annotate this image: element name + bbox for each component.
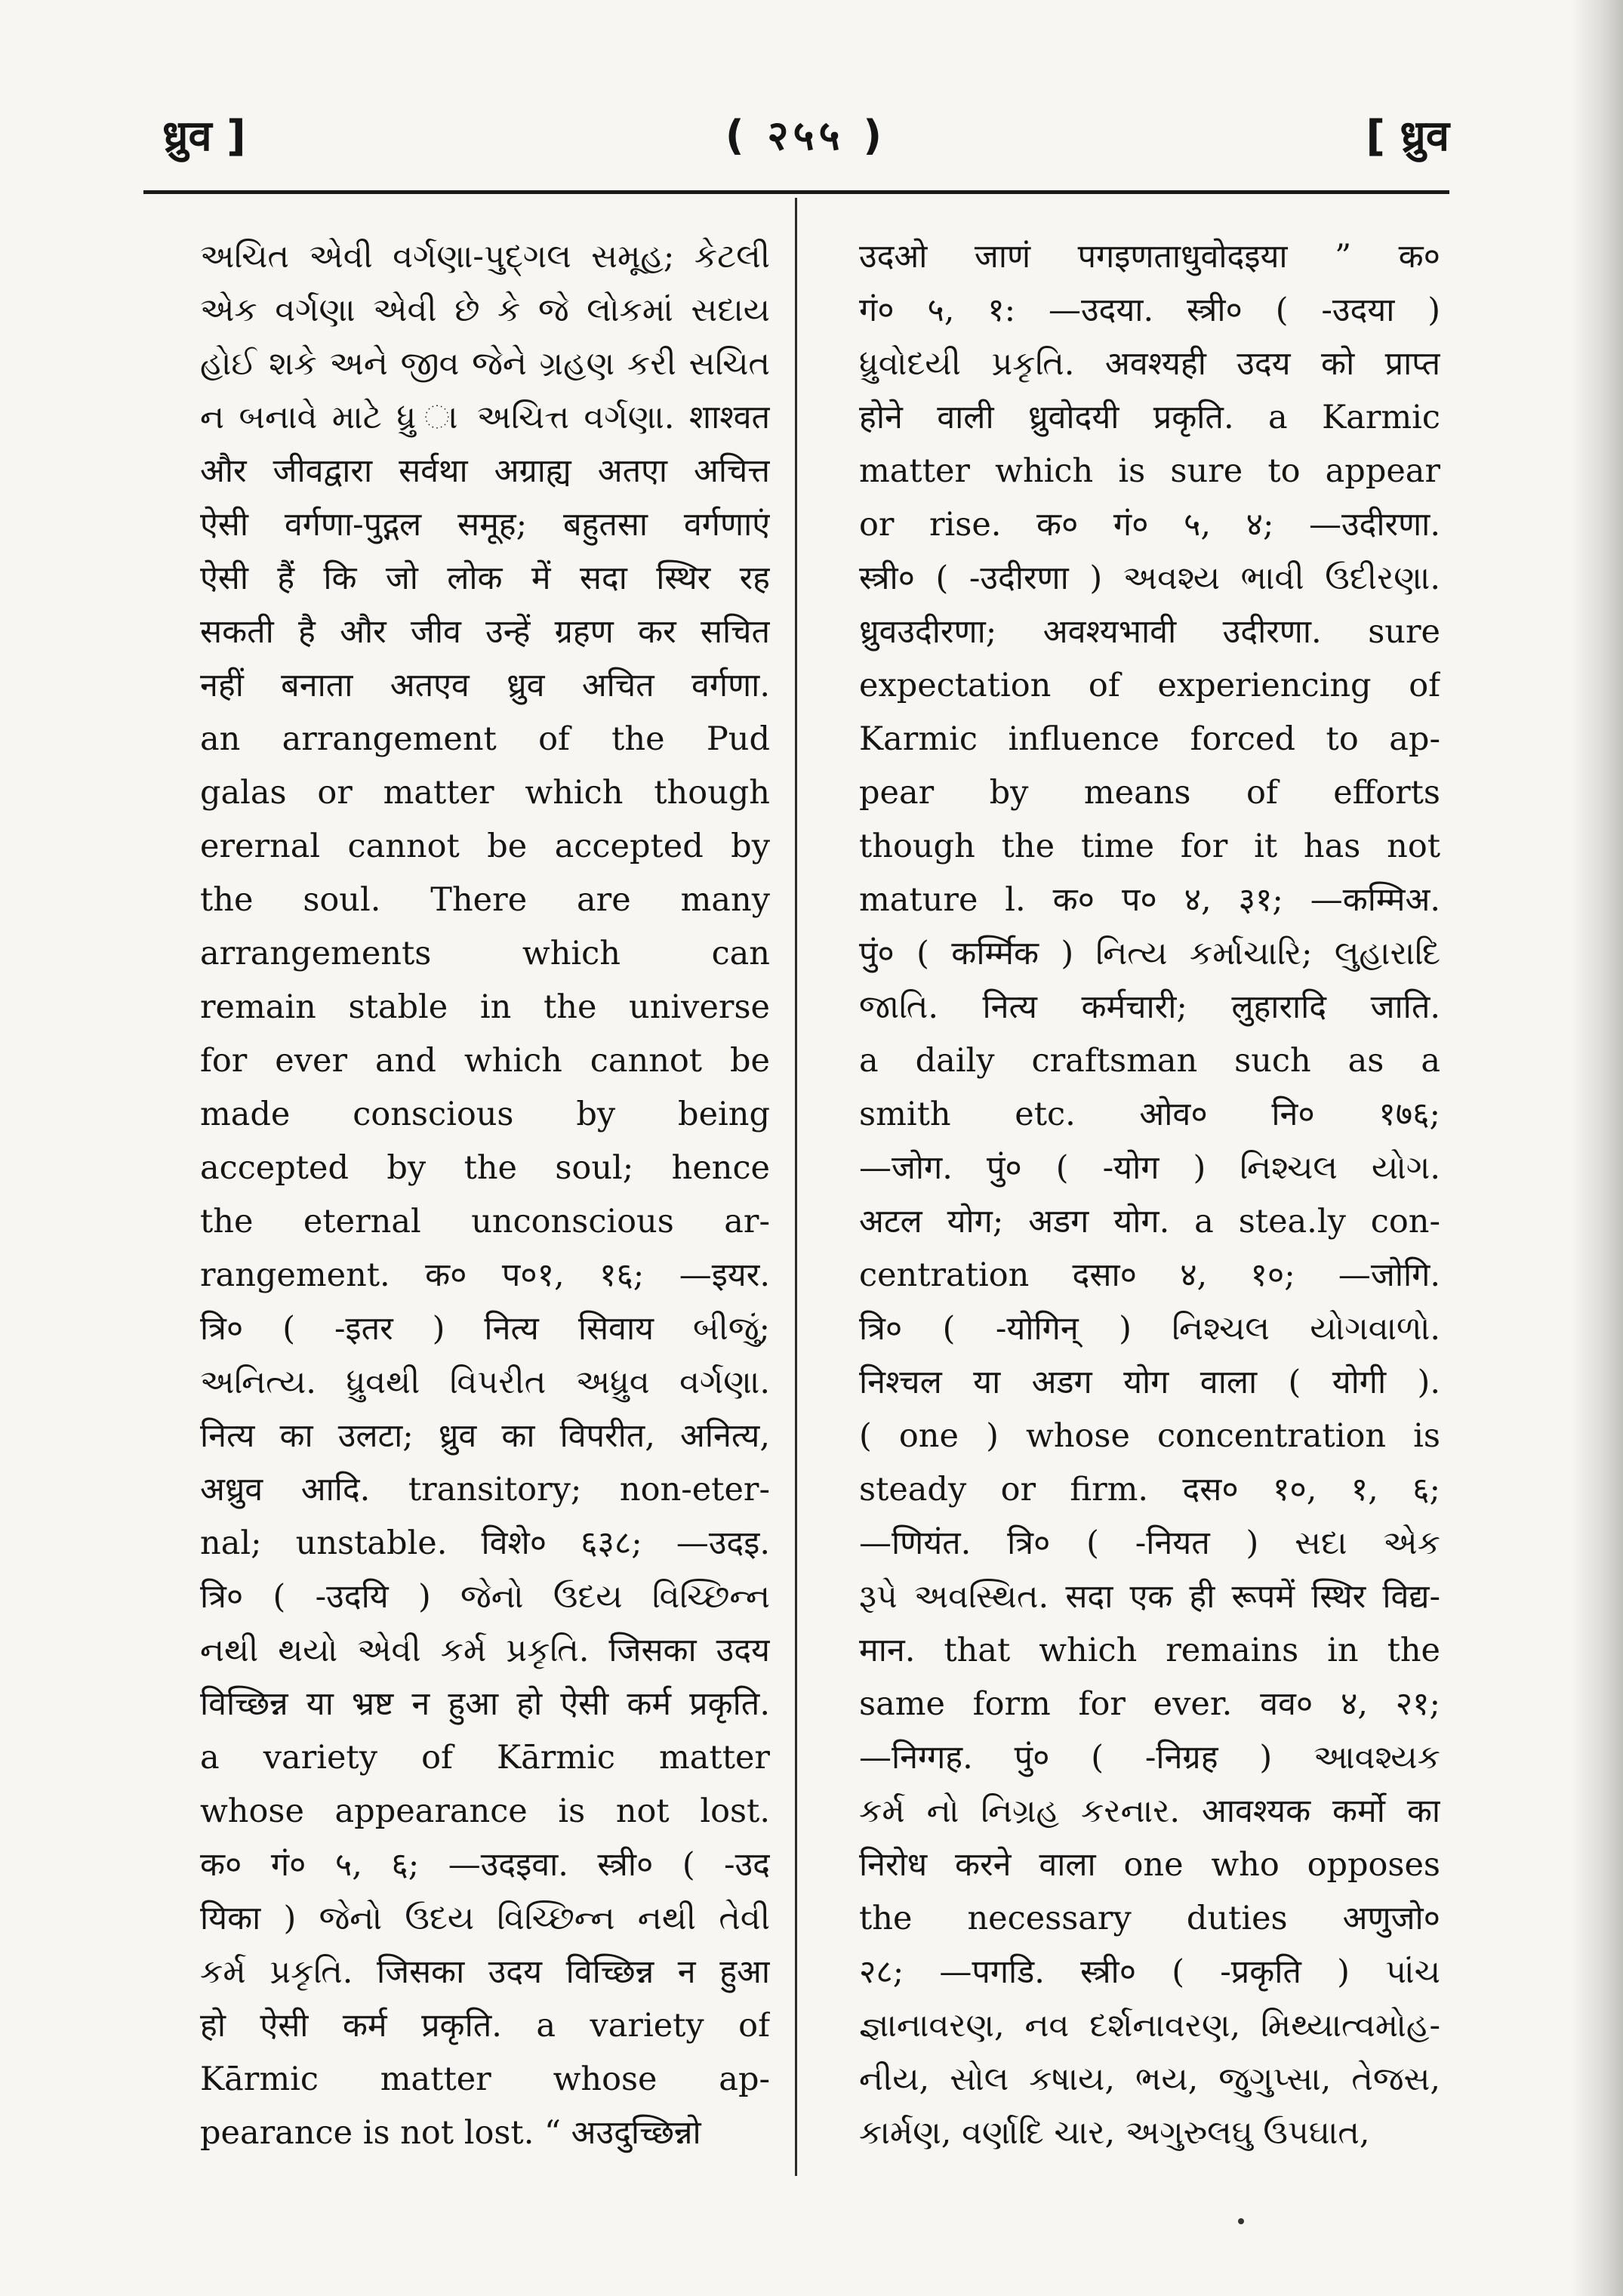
entry-line: steady or firm. दस० १०, १, ६; (859, 1471, 1440, 1509)
entry-line: rangement. क० प०१, १६; —इयर. (200, 1256, 770, 1294)
entry-line: કાર્મણ, વર્ણાદિ ચાર, અગુરુલઘુ ઉપઘાત, (859, 2114, 1370, 2152)
entry-line: pearance is not lost. “ अउदुच्छिन्नो (200, 2114, 701, 2152)
entry-line: a daily craftsman such as a (859, 1042, 1440, 1080)
entry-line: an arrangement of the Pud (200, 720, 770, 758)
entry-line: centration दसा० ४, १०; —जोगि. (859, 1256, 1440, 1294)
entry-line: निरोध करने वाला one who opposes (859, 1846, 1440, 1884)
print-speck (1238, 2218, 1244, 2224)
entry-line: or rise. क० गं० ५, ४; —उदीरणा. (859, 506, 1440, 544)
entry-line: remain stable in the universe (200, 988, 770, 1026)
entry-line: —णियंत. त्रि० ( -नियत ) સદા એક (859, 1524, 1440, 1562)
entry-line: और जीवद्वारा सर्वथा अग्राह्य अतएा अचित्त (200, 452, 770, 490)
entry-line: galas or matter which though (200, 774, 770, 812)
scan-edge-shadow (1570, 0, 1623, 2296)
entry-line: स्त्री० ( -उदीरणा ) અવશ્ય ભાવી ઉદીરણા. (859, 559, 1440, 597)
entry-line: हो ऐसी कर्म प्रकृति. a variety of (200, 2007, 770, 2045)
entry-line: मान. that which remains in the (859, 1632, 1440, 1669)
entry-line: કર્મ નો નિગ્રહ કરનાર. आवश्यक कर्मो का (859, 1792, 1440, 1830)
entry-line: त्रि० ( -उदयि ) જેનો ઉદય વિચ્છિન્ન (200, 1578, 770, 1616)
entry-line: nal; unstable. विशे० ६३८; —उदइ. (200, 1524, 770, 1562)
entry-line: નથી થયો એવી કર્મ પ્રકૃતિ. जिसका उदय (200, 1632, 770, 1669)
entry-line: Kārmic matter whose ap- (200, 2060, 770, 2098)
entry-line: though the time for it has not (859, 827, 1440, 865)
entry-line: a variety of Kārmic matter (200, 1739, 770, 1777)
entry-line: erernal cannot be accepted by (200, 827, 770, 865)
entry-line: उदओ जाणं पगइणताधुवोदइया ” क० (859, 238, 1440, 276)
entry-line: यिका ) જેનો ઉદય વિચ્છિન્ન નથી તેવી (200, 1900, 770, 1937)
entry-line: त्रि० ( -इतर ) नित्य सिवाय બીજું; (200, 1310, 770, 1348)
entry-line: ન બનાવે માટે ધ્રુ ા અચિત્ત વર્ગણા. शाश्वत (200, 399, 770, 436)
entry-line: गं० ५, १: —उदया. स्त्री० ( -उदया ) (859, 291, 1440, 329)
entry-line: त्रि० ( -योगिन् ) નિશ્ચલ યોગવાળો. (859, 1310, 1440, 1348)
entry-line: made conscious by being (200, 1096, 770, 1133)
entry-line: જાતિ. नित्य कर्मचारी; लुहारादि जाति. (859, 988, 1440, 1026)
entry-line: नहीं बनाता अतएव ध्रुव अचित वर्गणा. (200, 667, 770, 704)
entry-line: पुं० ( कर्म्मिक ) નિત્ય કર્માચારિ; લુહારાદિ (859, 935, 1440, 972)
entry-line: ऐसी वर्गणा-पुद्गल समूह; बहुतसा वर्गणाएं (200, 506, 770, 544)
entry-line: accepted by the soul; hence (200, 1149, 770, 1187)
entry-line: અચિત એવી વર્ગણા-પુદ્ગલ સમૂહ; કેટલી (200, 238, 770, 276)
column-divider (795, 198, 797, 2176)
entry-line: —निग्गह. पुं० ( -निग्रह ) આવશ્યક (859, 1739, 1440, 1777)
entry-line: अटल योग; अडग योग. a stea.ly con- (859, 1203, 1440, 1240)
entry-line: whose appearance is not lost. (200, 1792, 770, 1830)
entry-line: pear by means of efforts (859, 774, 1440, 812)
entry-line: અનિત્ય. ધ્રુવથી વિપરીત અધ્રુવ વર્ગણા. (200, 1364, 770, 1401)
entry-line: विच्छिन्न या भ्रष्ट न हुआ हो ऐसी कर्म प्रकृति. (200, 1685, 770, 1723)
entry-line: arrangements which can (200, 935, 770, 972)
entry-line: ध्रुवउदीरणा; अवश्यभावी उदीरणा. sure (859, 613, 1440, 651)
entry-line: for ever and which cannot be (200, 1042, 770, 1080)
entry-line: smith etc. ओव० नि० १७६; (859, 1096, 1440, 1133)
entry-line: જ્ઞાનાવરણ, નવ દર્શનાવરણ, મિથ્યાત્વમોહ- (859, 2007, 1440, 2045)
entry-line: ( one ) whose concentration is (859, 1417, 1440, 1455)
entry-line: the soul. There are many (200, 881, 770, 919)
page-number: ( २५५ ) (725, 112, 887, 159)
entry-line: રૂપે અવસ્થિત. सदा एक ही रूपमें स्थिर विद्य- (859, 1578, 1440, 1616)
entry-line: सकती है और जीव उन्हें ग्रहण कर सचित (200, 613, 770, 651)
entry-line: નીય, સોલ કષાય, ભય, જુગુપ્સા, તેજસ, (859, 2060, 1440, 2098)
entry-line: होने वाली ध्रुवोदयी प्रकृति. a Karmic (859, 399, 1440, 436)
page-header (162, 106, 1449, 166)
entry-line: नित्य का उलटा; ध्रुव का विपरीत, अनित्य, (200, 1417, 770, 1455)
header-rule (143, 190, 1449, 194)
entry-line: expectation of experiencing of (859, 667, 1440, 704)
entry-line: હોઈ શકે અને જીવ જેને ગ્રહણ કરી સચિત (200, 345, 770, 383)
entry-line: mature l. क० प० ४, ३१; —कम्मिअ. (859, 881, 1440, 919)
header-left-guideword: ध्रुव ] (162, 112, 246, 161)
entry-line: ऐसी हैं कि जो लोक में सदा स्थिर रह (200, 559, 770, 597)
entry-line: same form for ever. वव० ४, २१; (859, 1685, 1440, 1723)
entry-line: Karmic influence forced to ap- (859, 720, 1440, 758)
right-column (859, 230, 1440, 2160)
entry-line: —जोग. पुं० ( -योग ) નિશ્ચલ યોગ. (859, 1149, 1440, 1187)
entry-line: क० गं० ५, ६; —उदइवा. स्त्री० ( -उद (200, 1846, 770, 1884)
entry-line: કર્મ પ્રકૃતિ. जिसका उदय विच्छिन्न न हुआ (200, 1953, 770, 1991)
left-column (200, 230, 770, 2160)
entry-line: matter which is sure to appear (859, 452, 1440, 490)
entry-line: निश्चल या अडग योग वाला ( योगी ). (859, 1364, 1440, 1401)
entry-line: ધ્રુવોદયી પ્રકૃતિ. अवश्यही उदय को प्राप्त (859, 345, 1440, 383)
entry-line: २८; —पगडि. स्त्री० ( -प्रकृति ) પાંચ (859, 1953, 1440, 1991)
entry-line: the eternal unconscious ar- (200, 1203, 770, 1240)
header-right-guideword: [ ध्रुव (1366, 112, 1449, 161)
entry-line: अध्रुव आदि. transitory; non-eter- (200, 1471, 770, 1509)
entry-line: એક વર્ગણા એવી છે કે જે લોકમાં સદાય (200, 291, 770, 329)
entry-line: the necessary duties अणुजो० (859, 1900, 1440, 1937)
